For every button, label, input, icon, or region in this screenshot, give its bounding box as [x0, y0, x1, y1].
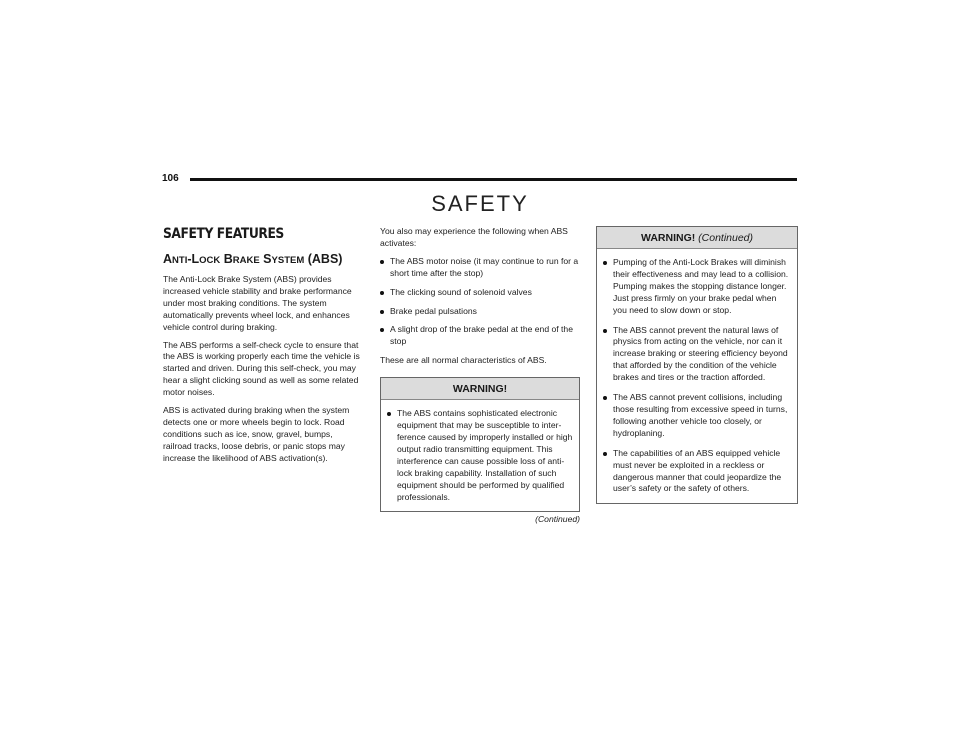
subsection-title-part: -L [187, 252, 200, 266]
bullet-icon [603, 396, 607, 400]
subsection-title-part: A [163, 252, 173, 266]
page-number: 106 [162, 173, 179, 184]
bullet-icon [380, 291, 384, 295]
header-rule [190, 178, 797, 181]
subsection-title-part: NTI [172, 255, 188, 266]
list-item-text: Pumping of the Anti-Lock Brakes will diminish their effectiveness and may lead to a collision. Pumping makes the stopping distance longer. Just press firmly on your brake pedal when you need to slow down or stop. [613, 257, 789, 315]
body-paragraph: The ABS performs a self-check cycle to ensure that the ABS is working properly each time the vehicle is started and driven. During this self-check, you may hear a slight clicking sound as well as some related motor noises. [163, 339, 360, 398]
list-item [603, 257, 791, 317]
section-title: SAFETY FEATURES [163, 226, 284, 242]
warning-title-text: WARNING! [640, 232, 696, 244]
subsection-title-part: OCK [199, 255, 221, 266]
column-middle [380, 226, 580, 524]
warning-bullet-list [597, 249, 797, 495]
body-paragraph: ABS is activated during braking when the system detects one or more wheels begin to lock. Road conditions such as ice, snow, gravel, bumps, railroad tracks, loose debris, or panic stops may increase the likelihood of ABS activation(s). [163, 405, 350, 463]
subsection-title-part: YSTEM [271, 255, 305, 266]
list-item-text: The ABS cannot prevent collisions, including those resulting from excessive speed in turns, following another vehicle too closely, or hydroplaning. [613, 392, 788, 438]
column-right [596, 226, 798, 504]
list-item [603, 448, 791, 496]
warning-title: WARNING! [381, 378, 579, 400]
list-item [380, 287, 580, 299]
bullet-icon [603, 452, 607, 456]
list-item [380, 324, 580, 348]
warning-bullet-list [381, 400, 579, 503]
list-item [380, 306, 580, 318]
list-item-text: The ABS contains sophisticated electronic equipment that may be susceptible to inter-ference caused by improperly installed or high output radio transmitting equipment. This interference can cause possible loss of anti-lock braking capability. Installation of such equipment should be performed by qualified professionals. [397, 408, 573, 502]
chapter-title: SAFETY [431, 191, 529, 216]
list-item [387, 408, 573, 503]
list-item-text: The ABS motor noise (it may continue to run for a short time after the stop) [390, 255, 579, 278]
bullet-icon [603, 329, 607, 333]
warning-title [597, 227, 797, 249]
warning-box [380, 377, 580, 512]
list-item [380, 256, 580, 280]
bullet-list [380, 256, 580, 348]
list-item-text: The capabilities of an ABS equipped vehicle must never be exploited in a reckless or dangerous manner that could jeopardize the user’s safety or the safety of others. [613, 447, 782, 494]
bullet-icon [380, 328, 384, 332]
subsection-title-part: S [259, 252, 272, 266]
closing-paragraph: These are all normal characteristics of ABS. [380, 355, 547, 366]
column-left [163, 226, 363, 471]
intro-paragraph: You also may experience the following when ABS activates: [380, 226, 568, 248]
subsection-title [163, 252, 363, 266]
subsection-title-part: B [220, 252, 233, 266]
bullet-icon [380, 260, 384, 264]
body-paragraph: The Anti-Lock Brake System (ABS) provides increased vehicle stability and brake performance under most braking conditions. The system automatically prevents wheel lock, and enhances vehicle control during braking. [163, 274, 352, 332]
warning-box-continued [596, 226, 798, 504]
list-item [603, 392, 791, 440]
bullet-icon [387, 412, 391, 416]
list-item [603, 325, 791, 385]
list-item-text: The ABS cannot prevent the natural laws of physics from acting on the vehicle, nor can it increase braking or steering efficiency beyond that afforded by the condition of the vehicle brakes and tires or the traction afforded. [613, 324, 788, 383]
subsection-title-part: RAKE [232, 255, 260, 266]
subsection-title-part: (ABS) [304, 252, 343, 266]
bullet-icon [380, 310, 384, 314]
continued-label: (Continued) [535, 514, 580, 525]
warning-title-suffix: (Continued) [695, 232, 754, 244]
bullet-icon [603, 261, 607, 265]
list-item-text: Brake pedal pulsations [390, 305, 477, 316]
list-item-text: The clicking sound of solenoid valves [390, 286, 532, 297]
list-item-text: A slight drop of the brake pedal at the end of the stop [390, 324, 573, 347]
